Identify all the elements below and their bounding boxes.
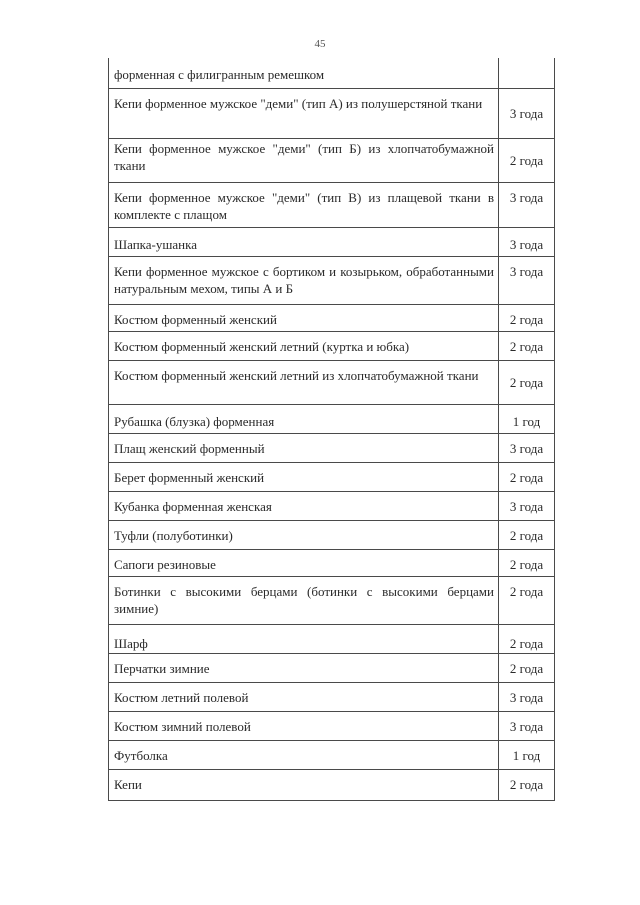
wear-term: 2 года <box>499 462 555 491</box>
item-name: Шарф <box>109 624 499 653</box>
table-row <box>109 549 555 576</box>
table-row <box>109 769 555 800</box>
table-row <box>109 576 555 624</box>
table-row <box>109 256 555 304</box>
item-name: Рубашка (блузка) форменная <box>109 404 499 433</box>
wear-term: 2 года <box>499 653 555 682</box>
table-row <box>109 711 555 740</box>
item-name: Костюм форменный женский летний из хлопчатобумажной ткани <box>109 360 499 404</box>
wear-term: 3 года <box>499 433 555 462</box>
table-row <box>109 360 555 404</box>
wear-term: 2 года <box>499 576 555 624</box>
wear-term: 3 года <box>499 182 555 227</box>
table-row <box>109 740 555 769</box>
table-row <box>109 304 555 331</box>
table-row <box>109 88 555 138</box>
wear-term: 2 года <box>499 331 555 360</box>
item-name: Костюм форменный женский летний (куртка и юбка) <box>109 331 499 360</box>
table-row <box>109 58 555 88</box>
wear-term: 2 года <box>499 624 555 653</box>
item-name: форменная с филигранным ремешком <box>109 58 499 88</box>
wear-term: 2 года <box>499 520 555 549</box>
table-row <box>109 462 555 491</box>
wear-term: 2 года <box>499 549 555 576</box>
table-row <box>109 182 555 227</box>
item-name: Кубанка форменная женская <box>109 491 499 520</box>
item-name: Туфли (полуботинки) <box>109 520 499 549</box>
wear-term: 3 года <box>499 88 555 138</box>
table-row <box>109 682 555 711</box>
wear-term <box>499 58 555 88</box>
item-name: Футболка <box>109 740 499 769</box>
item-name: Шапка-ушанка <box>109 227 499 256</box>
item-name: Кепи форменное мужское "деми" (тип Б) из хлопчатобумажной ткани <box>109 138 499 182</box>
page-number: 45 <box>314 38 326 50</box>
item-name: Плащ женский форменный <box>109 433 499 462</box>
wear-term: 1 год <box>499 404 555 433</box>
table-row <box>109 520 555 549</box>
item-name: Сапоги резиновые <box>109 549 499 576</box>
item-name: Перчатки зимние <box>109 653 499 682</box>
item-name: Кепи форменное мужское с бортиком и козырьком, обработанными натуральным мехом, типы А и Б <box>109 256 499 304</box>
item-name: Ботинки с высокими берцами (ботинки с высокими берцами зимние) <box>109 576 499 624</box>
item-name: Костюм летний полевой <box>109 682 499 711</box>
item-name: Костюм форменный женский <box>109 304 499 331</box>
table-row <box>109 491 555 520</box>
clothing-norms-table <box>108 58 555 801</box>
wear-term: 3 года <box>499 682 555 711</box>
wear-term: 3 года <box>499 711 555 740</box>
table-row <box>109 331 555 360</box>
table-row <box>109 227 555 256</box>
table-row <box>109 653 555 682</box>
wear-term: 3 года <box>499 491 555 520</box>
wear-term: 2 года <box>499 304 555 331</box>
table-row <box>109 404 555 433</box>
item-name: Берет форменный женский <box>109 462 499 491</box>
wear-term: 2 года <box>499 138 555 182</box>
item-name: Кепи <box>109 769 499 800</box>
wear-term: 3 года <box>499 227 555 256</box>
wear-term: 2 года <box>499 360 555 404</box>
wear-term: 2 года <box>499 769 555 800</box>
wear-term: 3 года <box>499 256 555 304</box>
table-row <box>109 624 555 653</box>
item-name: Кепи форменное мужское "деми" (тип В) из плащевой ткани в комплекте с плащом <box>109 182 499 227</box>
table-row <box>109 433 555 462</box>
item-name: Костюм зимний полевой <box>109 711 499 740</box>
table-row <box>109 138 555 182</box>
wear-term: 1 год <box>499 740 555 769</box>
item-name: Кепи форменное мужское "деми" (тип А) из полушерстяной ткани <box>109 88 499 138</box>
